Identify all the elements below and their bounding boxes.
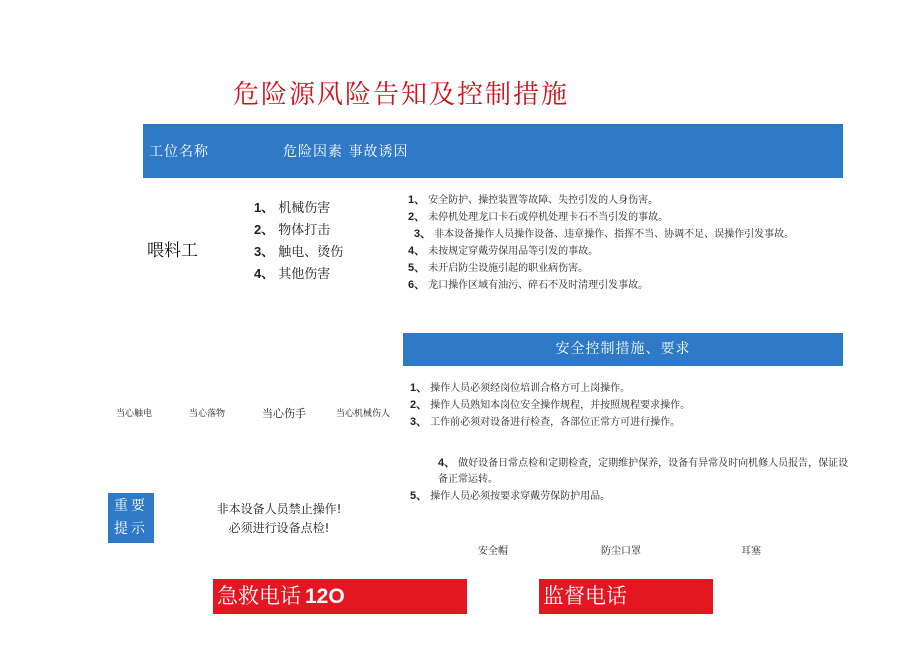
warning-sign-machine: 当心机械伤人 bbox=[336, 409, 391, 419]
control-item: 1、 操作人员必须经岗位培训合格方可上岗操作。 bbox=[410, 382, 631, 394]
cause-item: 1、 安全防护、操控装置等故障、失控引发的人身伤害。 bbox=[408, 194, 659, 206]
important-notice-badge: 重要 提示 bbox=[108, 493, 154, 543]
control-item: 3、 工作前必须对设备进行检查，各部位正常方可进行操作。 bbox=[410, 416, 681, 428]
operation-warning: 非本设备人员禁止操作! 必须进行设备点检! bbox=[216, 502, 342, 535]
cause-item: 5、 未开启防尘设施引起的职业病伤害。 bbox=[408, 262, 589, 274]
ppe-earplug-label: 耳塞 bbox=[741, 546, 761, 557]
emergency-phone-banner: 急救电话 12O bbox=[213, 579, 467, 614]
cause-item: 3、 非本设备操作人员操作设备、违章操作、指挥不当、协调不足、误操作引发事故。 bbox=[414, 228, 795, 240]
supervision-phone-banner: 监督电话 bbox=[539, 579, 713, 614]
cause-item: 2、 未停机处理龙口卡石或停机处理卡石不当引发的事故。 bbox=[408, 211, 669, 223]
warning-sign-electric: 当心触电 bbox=[116, 409, 153, 419]
post-column-header: 工位名称 bbox=[149, 144, 209, 160]
control-item: 2、 操作人员熟知本岗位安全操作规程，并按照规程要求操作。 bbox=[410, 399, 691, 411]
hazard-item: 4、 其他伤害 bbox=[254, 266, 331, 282]
ppe-helmet-label: 安全帽 bbox=[478, 546, 508, 557]
control-measures-header: 安全控制措施、要求 bbox=[403, 333, 843, 366]
ppe-mask-label: 防尘口罩 bbox=[601, 546, 641, 557]
accident-cause-list bbox=[408, 192, 848, 294]
factor-column-header: 危险因素 事故诱因 bbox=[283, 144, 409, 160]
hazard-item: 3、 触电、烫伤 bbox=[254, 244, 344, 260]
warning-sign-hand: 当心伤手 bbox=[262, 407, 306, 420]
control-item: 5、 操作人员必须按要求穿戴劳保防护用品。 bbox=[410, 490, 611, 502]
control-measure-list bbox=[410, 380, 850, 505]
hazard-item: 1、 机械伤害 bbox=[254, 200, 331, 216]
hazard-list bbox=[254, 197, 343, 285]
warning-sign-falling: 当心落物 bbox=[189, 409, 226, 419]
cause-item: 6、 龙口操作区域有油污、碎石不及时清理引发事故。 bbox=[408, 279, 649, 291]
cause-item: 4、 未按规定穿戴劳保用品等引发的事故。 bbox=[408, 245, 599, 257]
table-header bbox=[143, 124, 843, 178]
page-title: 危险源风险告知及控制措施 bbox=[233, 80, 570, 110]
post-name: 喂料工 bbox=[147, 241, 198, 261]
control-item: 4、 做好设备日常点检和定期检查，定期维护保养，设备有异常及时向机修人员报告，保证设备正常运转。 bbox=[438, 457, 849, 485]
hazard-item: 2、 物体打击 bbox=[254, 222, 331, 238]
